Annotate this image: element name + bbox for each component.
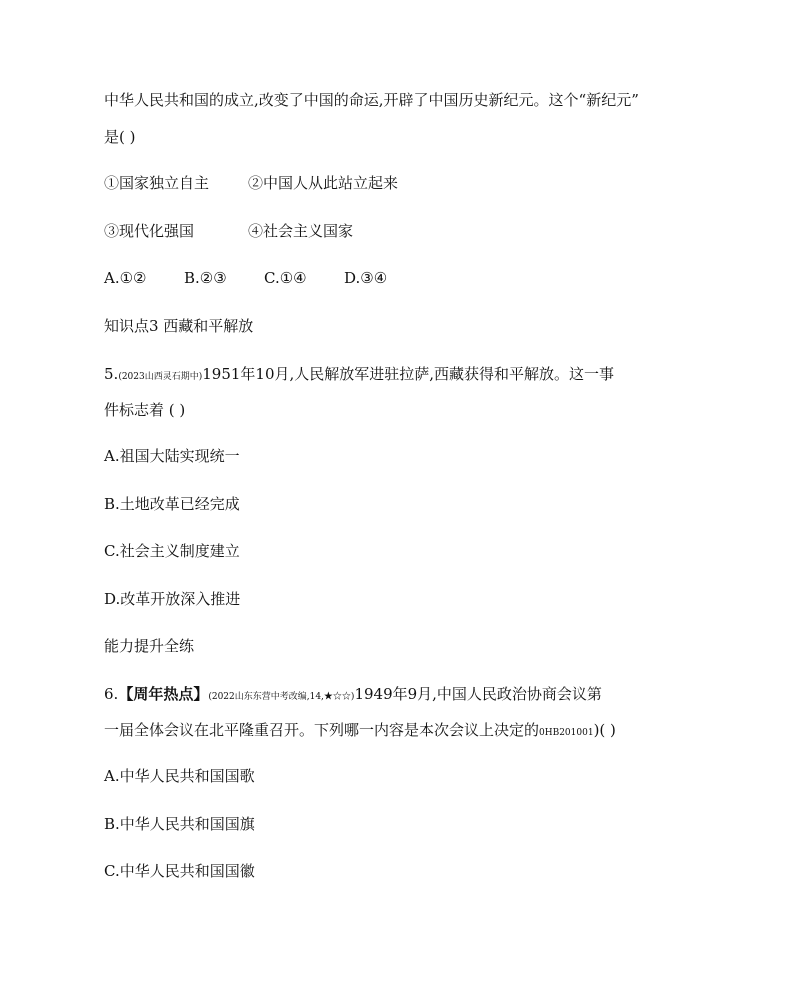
q5-option-a: A.祖国大陆实现统一 <box>104 447 240 465</box>
q6-stem-line1 <box>104 684 602 707</box>
q4-option-c: C.①④ <box>264 269 307 287</box>
q6-option-a: A.中华人民共和国国歌 <box>104 767 255 785</box>
q6-stem-text: 1949年9月,中国人民政治协商会议第 <box>354 685 602 703</box>
q6-stem-line2 <box>104 720 616 743</box>
q6-tag: 【周年热点】 <box>118 685 209 703</box>
q5-source: (2023山西灵石期中) <box>118 372 203 382</box>
q4-items-row2 <box>104 221 353 241</box>
q5-option-b: B.土地改革已经完成 <box>104 495 240 513</box>
q6-option-c: C.中华人民共和国国徽 <box>104 862 255 880</box>
q5-option-d: D.改革开放深入推进 <box>104 590 241 608</box>
q6-number: 6. <box>104 685 119 703</box>
q5-stem-line1 <box>104 364 614 387</box>
q5-option-c: C.社会主义制度建立 <box>104 542 240 560</box>
section-title-3: 知识点3 西藏和平解放 <box>104 317 254 335</box>
q4-options <box>104 268 387 288</box>
q4-stem-line1: 中华人民共和国的成立,改变了中国的命运,开辟了中国历史新纪元。这个“新纪元” <box>104 91 639 109</box>
q6-stem-text-2: 一届全体会议在北平隆重召开。下列哪一内容是本次会议上决定的 <box>104 721 540 739</box>
q6-option-b: B.中华人民共和国国旗 <box>104 815 255 833</box>
q4-stem-line2: 是( ) <box>104 128 136 146</box>
q4-items-row1 <box>104 173 398 193</box>
q4-option-a: A.①② <box>104 269 147 287</box>
q4-item-4: ④社会主义国家 <box>248 222 354 240</box>
q5-stem-text: 1951年10月,人民解放军进驻拉萨,西藏获得和平解放。这一事 <box>202 365 615 383</box>
q6-paren: )( ) <box>593 721 616 739</box>
q4-item-1: ①国家独立自主 <box>104 174 210 192</box>
q6-code: 0HB201001 <box>539 728 594 738</box>
q4-item-2: ②中国人从此站立起来 <box>248 174 399 192</box>
q5-number: 5. <box>104 365 119 383</box>
q5-stem-line2: 件标志着 ( ) <box>104 401 186 419</box>
q4-item-3: ③现代化强国 <box>104 222 195 240</box>
q6-source: (2022山东东营中考改编,14,★☆☆) <box>208 692 355 702</box>
q4-option-b: B.②③ <box>184 269 227 287</box>
q4-option-d: D.③④ <box>344 269 388 287</box>
section-title-ability: 能力提升全练 <box>104 637 195 655</box>
